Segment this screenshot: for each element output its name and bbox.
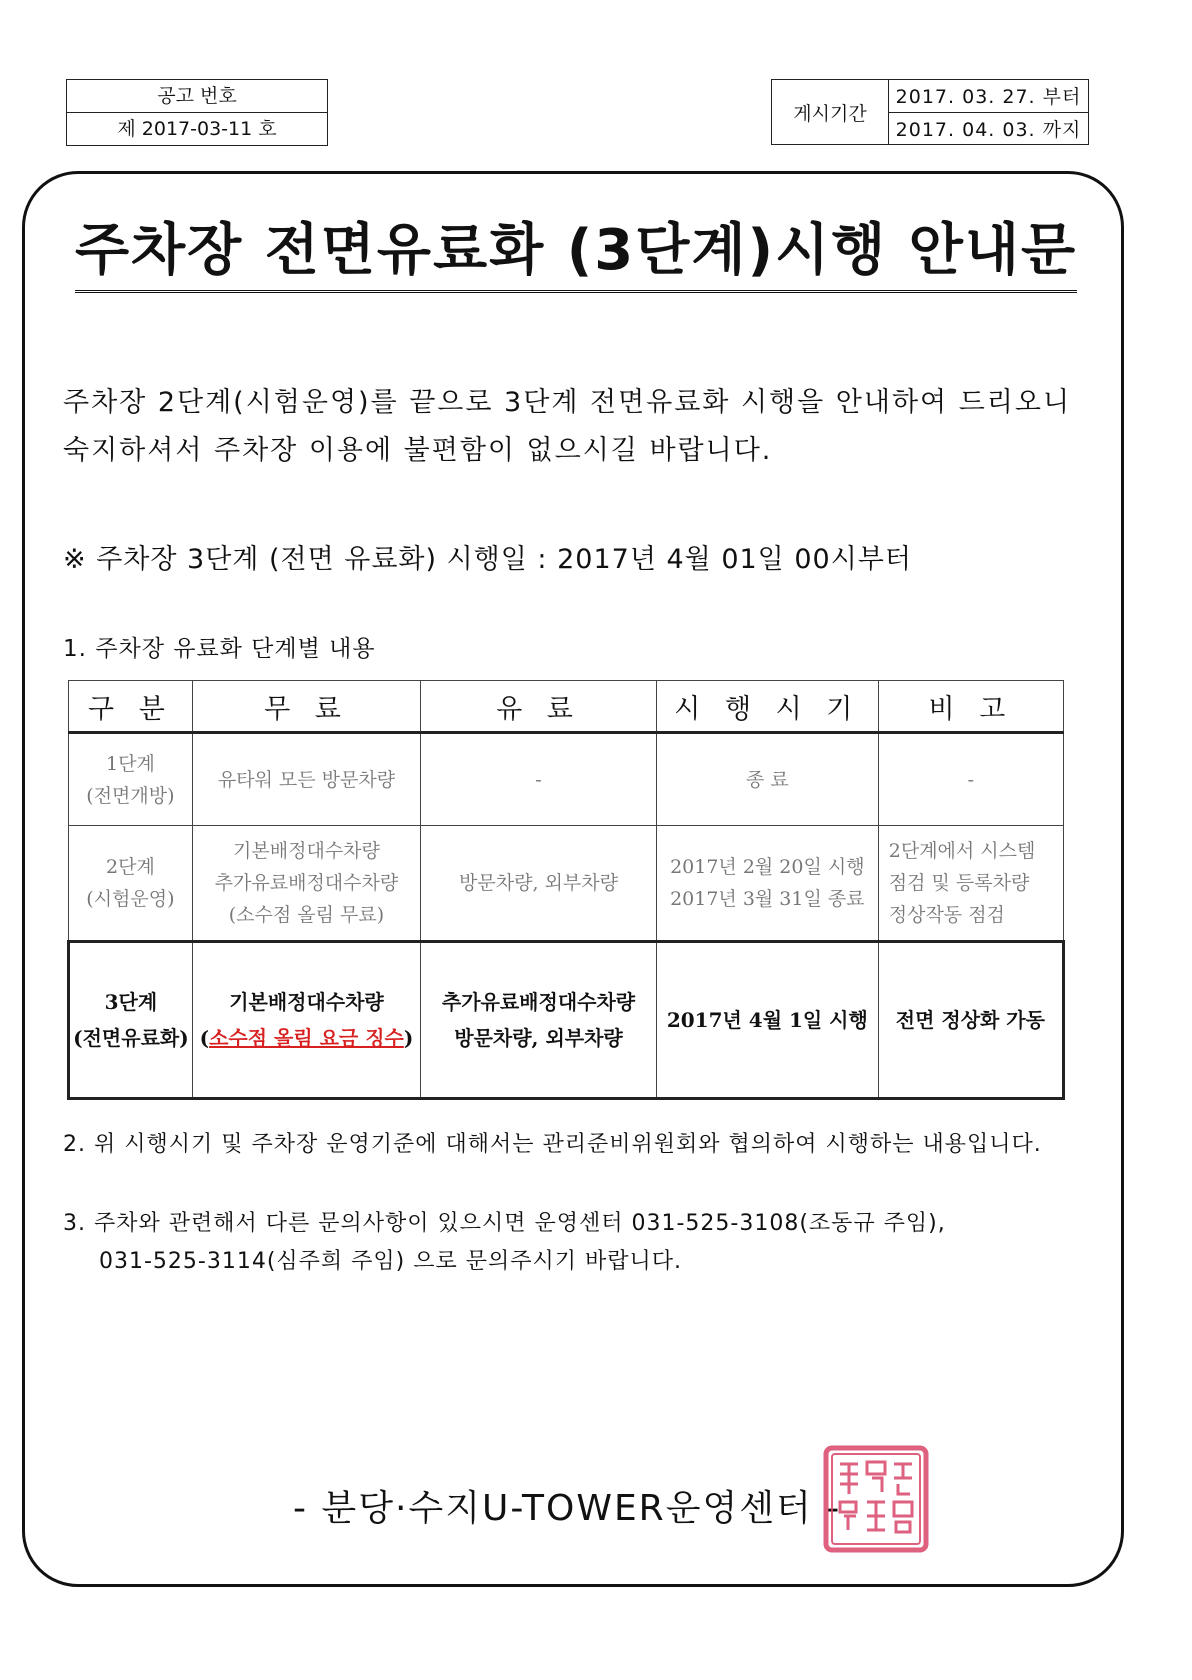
intro-line-1: 주차장 2단계(시험운영)를 끝으로 3단계 전면유료화 시행을 안내하여 드리오니	[63, 387, 1072, 418]
paid-cell: 방문차량, 외부차량	[421, 826, 657, 942]
stage-cell	[69, 826, 193, 942]
section-1-heading: 1. 주차장 유료화 단계별 내용	[63, 636, 376, 662]
free-cell: 유타워 모든 방문차량	[192, 733, 420, 826]
issuer-signature: - 분당·수지U-TOWER운영센터 -	[293, 1488, 842, 1529]
notice-label: 공고 번호	[157, 85, 237, 107]
note-line: 2단계에서 시스템	[888, 840, 1036, 862]
notice-number-box	[66, 79, 328, 146]
note-line: 정상작동 점검	[888, 904, 1005, 926]
section-2-text: 2. 위 시행시기 및 주차장 운영기준에 대해서는 관리준비위원회와 협의하여 시행하는 내용입니다.	[63, 1132, 1042, 1157]
note-line: 점검 및 등록차량	[888, 872, 1030, 894]
period-line: 2017년 2월 20일 시행	[670, 856, 865, 878]
section-3-text	[63, 1205, 946, 1281]
header-paid: 유 료	[421, 681, 657, 733]
header-note: 비 고	[878, 681, 1063, 733]
stage-sub: (시험운영)	[86, 888, 175, 910]
official-seal-icon	[822, 1444, 930, 1554]
intro-line-2: 숙지하셔서 주차장 이용에 불편함이 없으시길 바랍니다.	[63, 435, 773, 466]
stage-name: 3단계	[104, 990, 158, 1014]
paid-cell	[421, 942, 657, 1099]
free-line: (소수점 올림 무료)	[228, 904, 385, 926]
table-row	[69, 826, 1064, 942]
stage-sub: (전면개방)	[86, 784, 175, 807]
period-cell	[656, 826, 878, 942]
free-line: 기본배정대수차량	[233, 840, 380, 862]
free-line: 추가유료배정대수차량	[214, 872, 399, 894]
paid-line: 추가유료배정대수차량	[441, 990, 636, 1014]
table-header-row	[69, 681, 1064, 733]
title-text: 주차장 전면유료화 (3단계)시행 안내문	[75, 206, 1077, 293]
intro-paragraph	[63, 379, 1093, 475]
stage-name: 1단계	[106, 752, 155, 775]
period-end: 2017. 04. 03. 까지	[889, 112, 1088, 145]
stage-name: 2단계	[106, 856, 155, 878]
free-line-emphasis: (소수점 올림 요금 징수)	[199, 1026, 414, 1050]
note-cell: 전면 정상화 가동	[878, 942, 1063, 1099]
paid-line: 방문차량, 외부차량	[454, 1026, 623, 1050]
table-row	[69, 733, 1064, 826]
stage-sub: (전면유료화)	[73, 1026, 189, 1050]
table-row	[69, 942, 1064, 1099]
note-cell	[878, 826, 1063, 942]
document-title	[0, 206, 1152, 293]
header-free: 무 료	[192, 681, 420, 733]
period-start: 2017. 03. 27. 부터	[895, 86, 1082, 109]
stage-cell	[69, 942, 193, 1099]
section-3-line-2: 031-525-3114(심주희 주임) 으로 문의주시기 바랍니다.	[99, 1249, 683, 1274]
header-period: 시 행 시 기	[656, 681, 878, 733]
free-cell	[192, 942, 420, 1099]
period-cell: 2017년 4월 1일 시행	[656, 942, 878, 1099]
paid-cell: -	[421, 733, 657, 826]
fee-emphasis: 소수점 올림 요금 징수	[209, 1026, 404, 1050]
header-category: 구 분	[69, 681, 193, 733]
posting-period-box	[771, 79, 1089, 145]
note-cell: -	[878, 733, 1063, 826]
free-cell	[192, 826, 420, 942]
period-cell: 종 료	[656, 733, 878, 826]
period-dates	[889, 80, 1088, 144]
period-label: 게시기간	[772, 80, 889, 144]
period-line: 2017년 3월 31일 종료	[670, 888, 865, 910]
notice-number: 제 2017-03-11 호	[67, 112, 327, 145]
stage-cell	[69, 733, 193, 826]
free-line: 기본배정대수차량	[229, 990, 384, 1014]
stage-table	[67, 680, 1065, 1100]
effective-date-notice: ※ 주차장 3단계 (전면 유료화) 시행일 : 2017년 4월 01일 00시부터	[63, 544, 912, 575]
section-3-line-1: 3. 주차와 관련해서 다른 문의사항이 있으시면 운영센터 031-525-3108(조동규 주임),	[63, 1211, 946, 1236]
